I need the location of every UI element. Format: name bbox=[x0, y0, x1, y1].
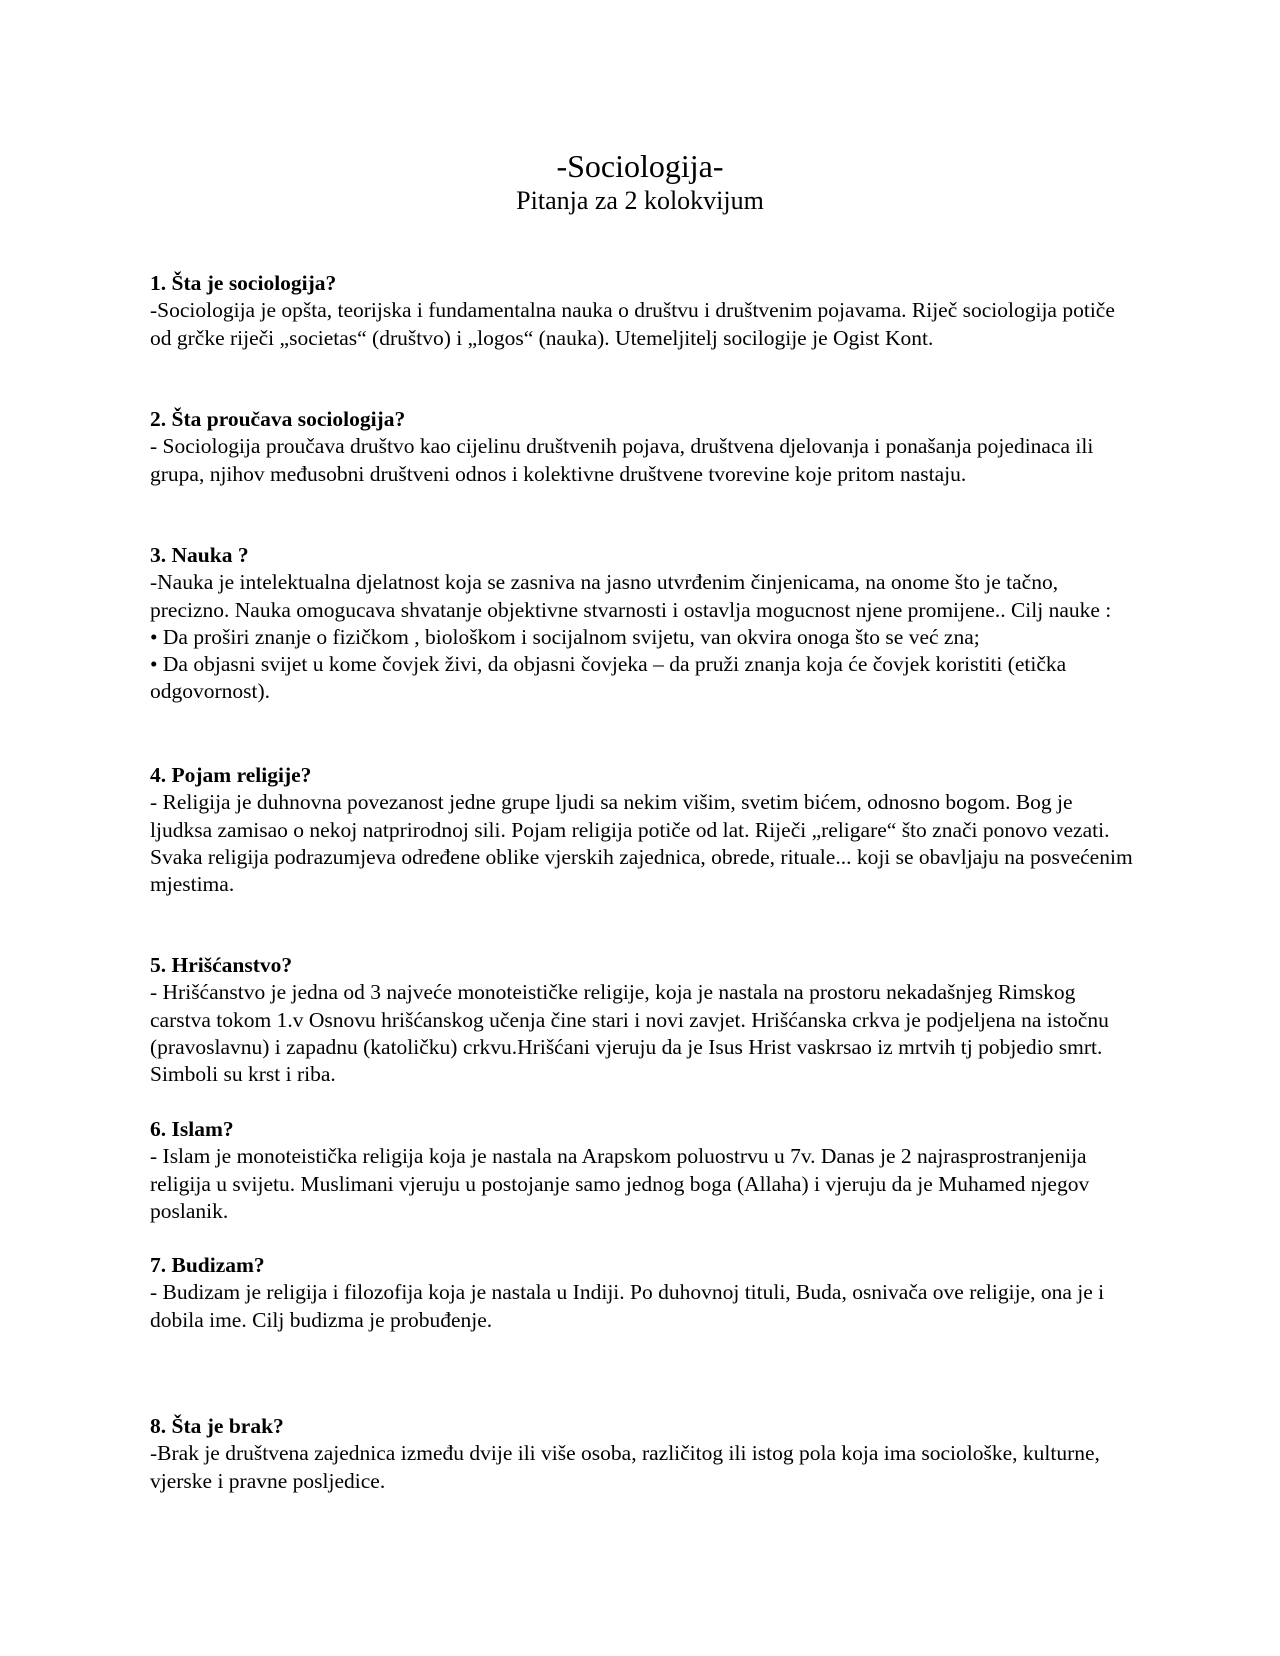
bullet-item: • Da objasni svijet u kome čovjek živi, da objasni čovjeka – da pruži znanja koja će čovjek koristiti (etička odgovornost). bbox=[150, 652, 1067, 704]
question-heading: 2. Šta proučava sociologija? bbox=[150, 407, 406, 431]
question-heading: 8. Šta je brak? bbox=[150, 1414, 284, 1438]
answer-text: -Brak je društvena zajednica između dvije ili više osoba, različitog ili istog pola koja ima sociološke, kulturne, vjerske i pravne posljedice. bbox=[150, 1441, 1100, 1493]
answer-text: -Nauka je intelektualna djelatnost koja se zasniva na jasno utvrđenim činjenicama, na onome što je tačno, precizno. Nauka omogucava shvatanje objektivne stvarnosti i ostavlja mogucnost njene promijene.. Cilj nauke : bbox=[150, 570, 1112, 622]
question-heading: 5. Hrišćanstvo? bbox=[150, 953, 293, 977]
section-2 bbox=[150, 406, 1140, 488]
section-1 bbox=[150, 270, 1140, 352]
question-heading: 1. Šta je sociologija? bbox=[150, 271, 337, 295]
answer-text: - Religija je duhnovna povezanost jedne grupe ljudi sa nekim višim, svetim bićem, odnosno bogom. Bog je ljudksa zamisao o nekoj natprirodnoj sili. Pojam religija potiče od lat. Riječi „religare“ što znači ponovo vezati. Svaka religija podrazumjeva određene oblike vjerskih zajednica, obrede, rituale... koji se obavljaju na posvećenim mjestima. bbox=[150, 790, 1133, 897]
section-7 bbox=[150, 1252, 1140, 1334]
answer-text: - Sociologija proučava društvo kao cijelinu društvenih pojava, društvena djelovanja i ponašanja pojedinaca ili grupa, njihov međusobni društveni odnos i kolektivne društvene tvorevine koje pritom nastaju. bbox=[150, 434, 1094, 486]
answer-text: - Budizam je religija i filozofija koja je nastala u Indiji. Po duhovnoj tituli, Buda, osnivača ove religije, ona je i dobila ime. Cilj budizma je probuđenje. bbox=[150, 1280, 1105, 1332]
answer-text: - Islam je monoteistička religija koja je nastala na Arapskom poluostrvu u 7v. Danas je 2 najrasprostranjenija religija u svijetu. Muslimani vjeruju u postojanje samo jednog boga (Allaha) i vjeruju da je Muhamed njegov poslanik. bbox=[150, 1144, 1090, 1223]
question-heading: 7. Budizam? bbox=[150, 1253, 265, 1277]
answer-text: - Hrišćanstvo je jedna od 3 najveće monoteističke religije, koja je nastala na prostoru nekadašnjeg Rimskog carstva tokom 1.v Osnovu hrišćanskog učenja čine stari i novi zavjet. Hrišćanska crkva je podjeljena na istočnu (pravoslavnu) i zapadnu (katoličku) crkvu.Hrišćani vjeruju da je Isus Hrist vaskrsao iz mrtvih tj pobjedio smrt. Simboli su krst i riba. bbox=[150, 980, 1109, 1087]
question-heading: 6. Islam? bbox=[150, 1117, 234, 1141]
section-4 bbox=[150, 762, 1140, 898]
question-heading: 4. Pojam religije? bbox=[150, 763, 312, 787]
bullet-item: • Da proširi znanje o fizičkom , biološkom i socijalnom svijetu, van okvira onoga što se već zna; bbox=[150, 624, 980, 649]
question-heading: 3. Nauka ? bbox=[150, 543, 249, 567]
document-title: -Sociologija- bbox=[556, 148, 724, 184]
section-3 bbox=[150, 542, 1140, 706]
document-subtitle: Pitanja za 2 kolokvijum bbox=[516, 186, 764, 215]
section-6 bbox=[150, 1116, 1140, 1225]
section-8 bbox=[150, 1413, 1140, 1495]
answer-text: -Sociologija je opšta, teorijska i fundamentalna nauka o društvu i društvenim pojavama. Riječ sociologija potiče od grčke riječi „societas“ (društvo) i „logos“ (nauka). Utemeljitelj socilogije je Ogist Kont. bbox=[150, 298, 1115, 350]
section-5 bbox=[150, 952, 1140, 1088]
